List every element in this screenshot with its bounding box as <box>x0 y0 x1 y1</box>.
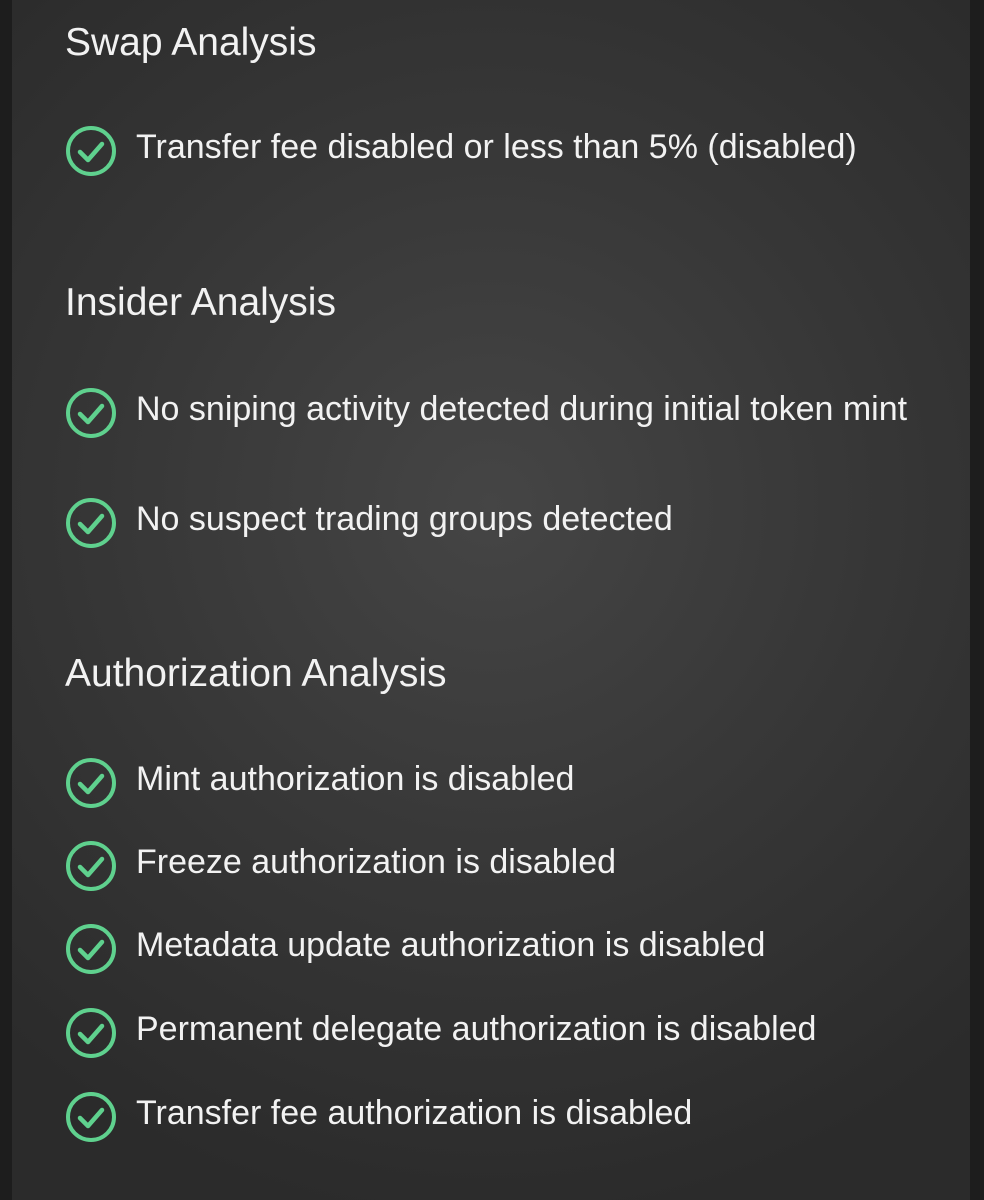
check-circle-icon <box>64 496 118 550</box>
check-circle-icon <box>64 839 118 893</box>
check-item-text: No suspect trading groups detected <box>136 500 673 538</box>
check-item-text: Transfer fee authorization is disabled <box>136 1094 693 1132</box>
analysis-panel <box>12 0 970 1200</box>
check-circle-icon <box>64 1090 118 1144</box>
check-circle-icon <box>64 386 118 440</box>
swap-analysis-title: Swap Analysis <box>65 21 317 64</box>
check-circle-icon <box>64 1006 118 1060</box>
check-item-text: Metadata update authorization is disabled <box>136 926 766 964</box>
check-circle-icon <box>64 922 118 976</box>
check-item-text: No sniping activity detected during initial token mint <box>136 390 908 428</box>
authorization-analysis-title: Authorization Analysis <box>65 652 447 695</box>
insider-analysis-title: Insider Analysis <box>65 281 336 324</box>
check-item-text: Permanent delegate authorization is disabled <box>136 1010 817 1048</box>
check-item-text: Mint authorization is disabled <box>136 760 575 798</box>
check-item-text: Freeze authorization is disabled <box>136 843 617 881</box>
check-circle-icon <box>64 756 118 810</box>
check-item-text: Transfer fee disabled or less than 5% (disabled) <box>136 128 857 166</box>
check-circle-icon <box>64 124 118 178</box>
